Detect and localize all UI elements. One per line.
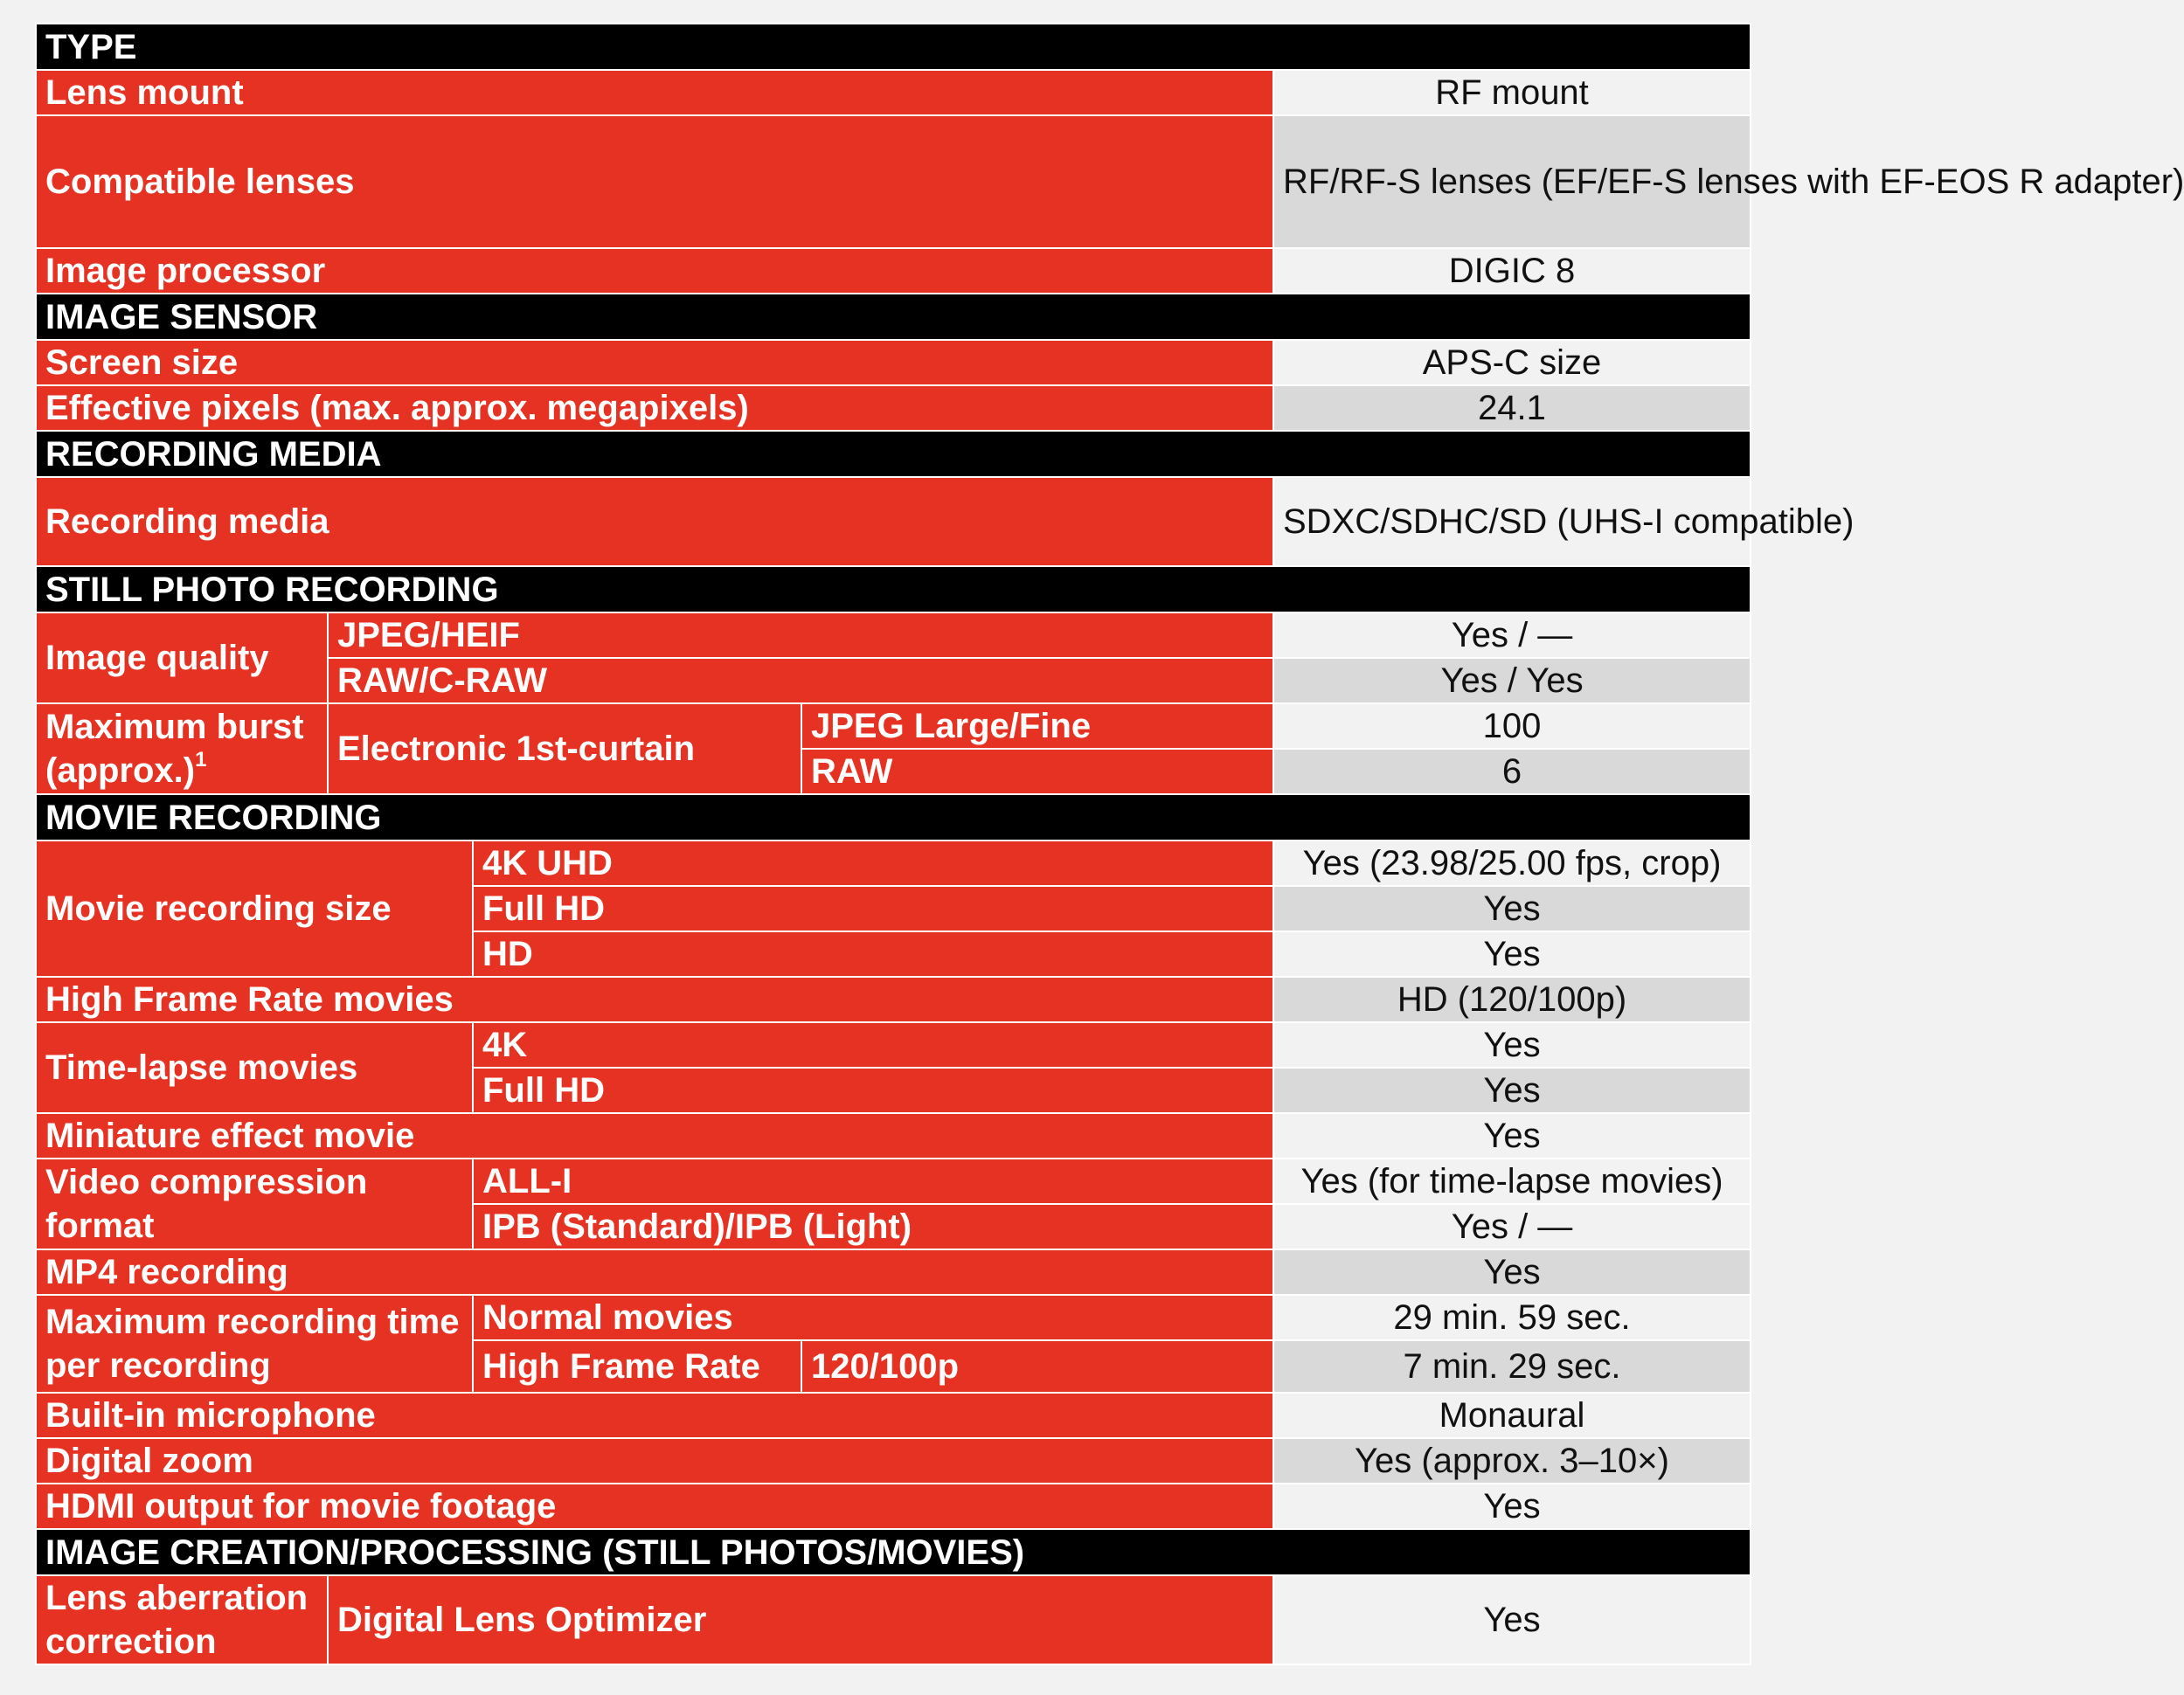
section-header-movie-recording: MOVIE RECORDING — [36, 794, 1751, 841]
section-header-still-photo: STILL PHOTO RECORDING — [36, 566, 1751, 612]
row-label-miniature: Miniature effect movie — [36, 1113, 1273, 1159]
row-value-lens-mount: RF mount — [1273, 70, 1751, 115]
row-value-digital-zoom: Yes (approx. 3–10×) — [1273, 1438, 1751, 1484]
sub-label-hd: HD — [473, 931, 1273, 977]
section-header-recording-media: RECORDING MEDIA — [36, 431, 1751, 477]
sub-label-full-hd: Full HD — [473, 886, 1273, 931]
row-value-4k-uhd: Yes (23.98/25.00 fps, crop) — [1273, 841, 1751, 886]
row-label-max-rec-time: Maximum recording time per recording — [36, 1295, 473, 1393]
row-value-jpeg-heif: Yes / — — [1273, 612, 1751, 658]
sub-label-normal-movies: Normal movies — [473, 1295, 1273, 1340]
sub-label-jpeg-heif: JPEG/HEIF — [328, 612, 1273, 658]
row-value-microphone: Monaural — [1273, 1393, 1751, 1438]
sub-label-high-frame-rate: High Frame Rate — [473, 1340, 801, 1393]
sub-label-electronic-curtain: Electronic 1st-curtain — [328, 703, 801, 794]
row-label-mp4: MP4 recording — [36, 1249, 1273, 1295]
row-value-hdmi: Yes — [1273, 1484, 1751, 1529]
max-burst-label-text: Maximum burst (approx.) — [45, 708, 304, 790]
row-value-hfr-movies: HD (120/100p) — [1273, 977, 1751, 1022]
row-value-effective-pixels: 24.1 — [1273, 385, 1751, 431]
row-value-hd: Yes — [1273, 931, 1751, 977]
footnote-marker: 1 — [195, 747, 207, 771]
sub-label-digital-lens-optimizer: Digital Lens Optimizer — [328, 1575, 1273, 1664]
sub-label-all-i: ALL-I — [473, 1159, 1273, 1204]
row-value-image-processor: DIGIC 8 — [1273, 248, 1751, 294]
row-label-timelapse: Time-lapse movies — [36, 1022, 473, 1113]
row-value-ipb: Yes / — — [1273, 1204, 1751, 1249]
sub-label-timelapse-fhd: Full HD — [473, 1068, 1273, 1113]
sub-label-raw-craw: RAW/C-RAW — [328, 658, 1273, 703]
row-value-lens-aberration: Yes — [1273, 1575, 1751, 1664]
row-label-effective-pixels: Effective pixels (max. approx. megapixels) — [36, 385, 1273, 431]
sub-label-120-100p: 120/100p — [801, 1340, 1273, 1393]
row-label-compatible-lenses: Compatible lenses — [36, 115, 1273, 248]
row-value-screen-size: APS-C size — [1273, 340, 1751, 385]
row-value-raw-craw: Yes / Yes — [1273, 658, 1751, 703]
section-header-image-sensor: IMAGE SENSOR — [36, 294, 1751, 340]
row-label-image-quality: Image quality — [36, 612, 328, 703]
row-label-lens-mount: Lens mount — [36, 70, 1273, 115]
row-label-digital-zoom: Digital zoom — [36, 1438, 1273, 1484]
row-value-all-i: Yes (for time-lapse movies) — [1273, 1159, 1751, 1204]
row-label-lens-aberration: Lens aberration correction — [36, 1575, 328, 1664]
spec-sheet — [35, 23, 2184, 1665]
row-label-movie-size: Movie recording size — [36, 841, 473, 977]
row-label-microphone: Built-in microphone — [36, 1393, 1273, 1438]
row-value-burst-raw: 6 — [1273, 749, 1751, 794]
row-value-burst-jpeg: 100 — [1273, 703, 1751, 749]
sub-label-timelapse-4k: 4K — [473, 1022, 1273, 1068]
row-value-high-frame-rate: 7 min. 29 sec. — [1273, 1340, 1751, 1393]
row-value-timelapse-fhd: Yes — [1273, 1068, 1751, 1113]
section-header-image-creation: IMAGE CREATION/PROCESSING (STILL PHOTOS/MOVIES) — [36, 1529, 1751, 1575]
row-label-max-burst — [36, 703, 328, 794]
row-label-recording-media: Recording media — [36, 477, 1273, 566]
row-label-image-processor: Image processor — [36, 248, 1273, 294]
row-label-hdmi: HDMI output for movie footage — [36, 1484, 1273, 1529]
sub-label-4k-uhd: 4K UHD — [473, 841, 1273, 886]
row-value-timelapse-4k: Yes — [1273, 1022, 1751, 1068]
row-value-full-hd: Yes — [1273, 886, 1751, 931]
sub-label-burst-raw: RAW — [801, 749, 1273, 794]
section-header-type: TYPE — [36, 24, 1751, 70]
row-label-hfr-movies: High Frame Rate movies — [36, 977, 1273, 1022]
row-value-mp4: Yes — [1273, 1249, 1751, 1295]
row-value-compatible-lenses: RF/RF-S lenses (EF/EF-S lenses with EF-EOS R adapter) — [1273, 115, 1751, 248]
row-value-normal-movies: 29 min. 59 sec. — [1273, 1295, 1751, 1340]
row-value-miniature: Yes — [1273, 1113, 1751, 1159]
row-value-recording-media: SDXC/SDHC/SD (UHS-I compatible) — [1273, 477, 1751, 566]
sub-label-ipb: IPB (Standard)/IPB (Light) — [473, 1204, 1273, 1249]
sub-label-jpeg-large-fine: JPEG Large/Fine — [801, 703, 1273, 749]
spec-table — [35, 23, 2184, 1665]
row-label-compression: Video compression format — [36, 1159, 473, 1249]
row-label-screen-size: Screen size — [36, 340, 1273, 385]
